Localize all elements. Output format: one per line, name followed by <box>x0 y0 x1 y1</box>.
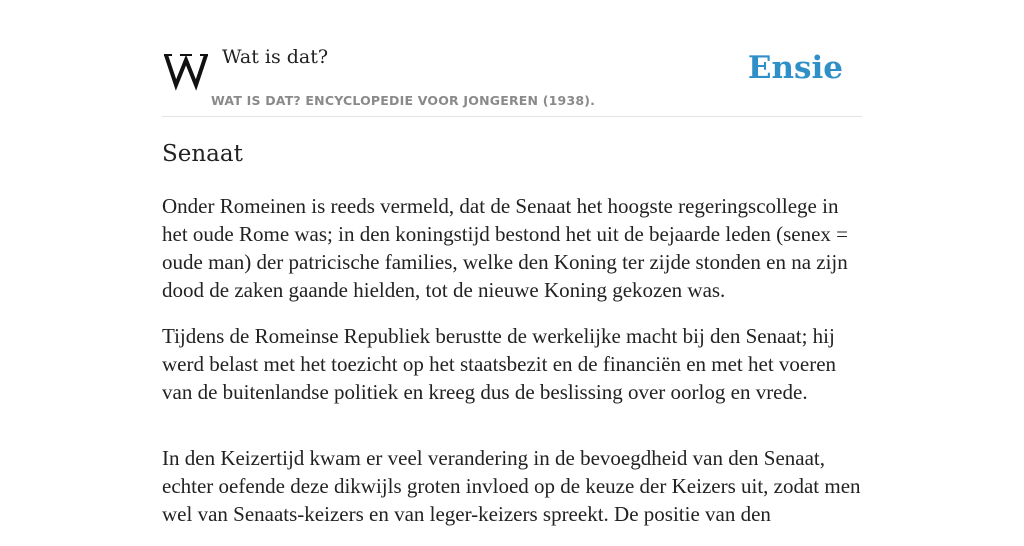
source-title[interactable]: Wat is dat? <box>222 46 329 68</box>
source-subtitle: WAT IS DAT? ENCYCLOPEDIE VOOR JONGEREN (1938). <box>211 93 596 108</box>
article <box>162 138 864 546</box>
w-logo-icon[interactable] <box>164 52 208 88</box>
w-logo-icon-graphic <box>164 52 208 88</box>
article-paragraph: In den Keizertijd kwam er veel verandering in de bevoegdheid van den Senaat, echter oefende deze dikwijls groten invloed op de keuze der Keizers uit, zodat men wel van Senaats-keizers en van leger-keizers spreekt. De positie van den <box>162 446 861 526</box>
article-title: Senaat <box>162 141 243 167</box>
article-paragraph: Tijdens de Romeinse Republiek berustte de werkelijke macht bij den Senaat; hij werd belast met het toezicht op het staatsbezit en de financiën en met het voeren van de buitenlandse politiek en kreeg dus de beslissing over oorlog en vrede. <box>162 324 837 404</box>
brand-logo[interactable]: Ensie <box>747 50 843 86</box>
header <box>162 40 862 117</box>
article-paragraph: Onder Romeinen is reeds vermeld, dat de Senaat het hoogste regeringscollege in het oude Rome was; in den koningstijd bestond het uit de bejaarde leden (senex = oude man) der patricische families, welke den Koning ter zijde stonden en na zijn dood de zaken gaande hielden, tot de nieuwe Koning gekozen was. <box>162 194 849 302</box>
